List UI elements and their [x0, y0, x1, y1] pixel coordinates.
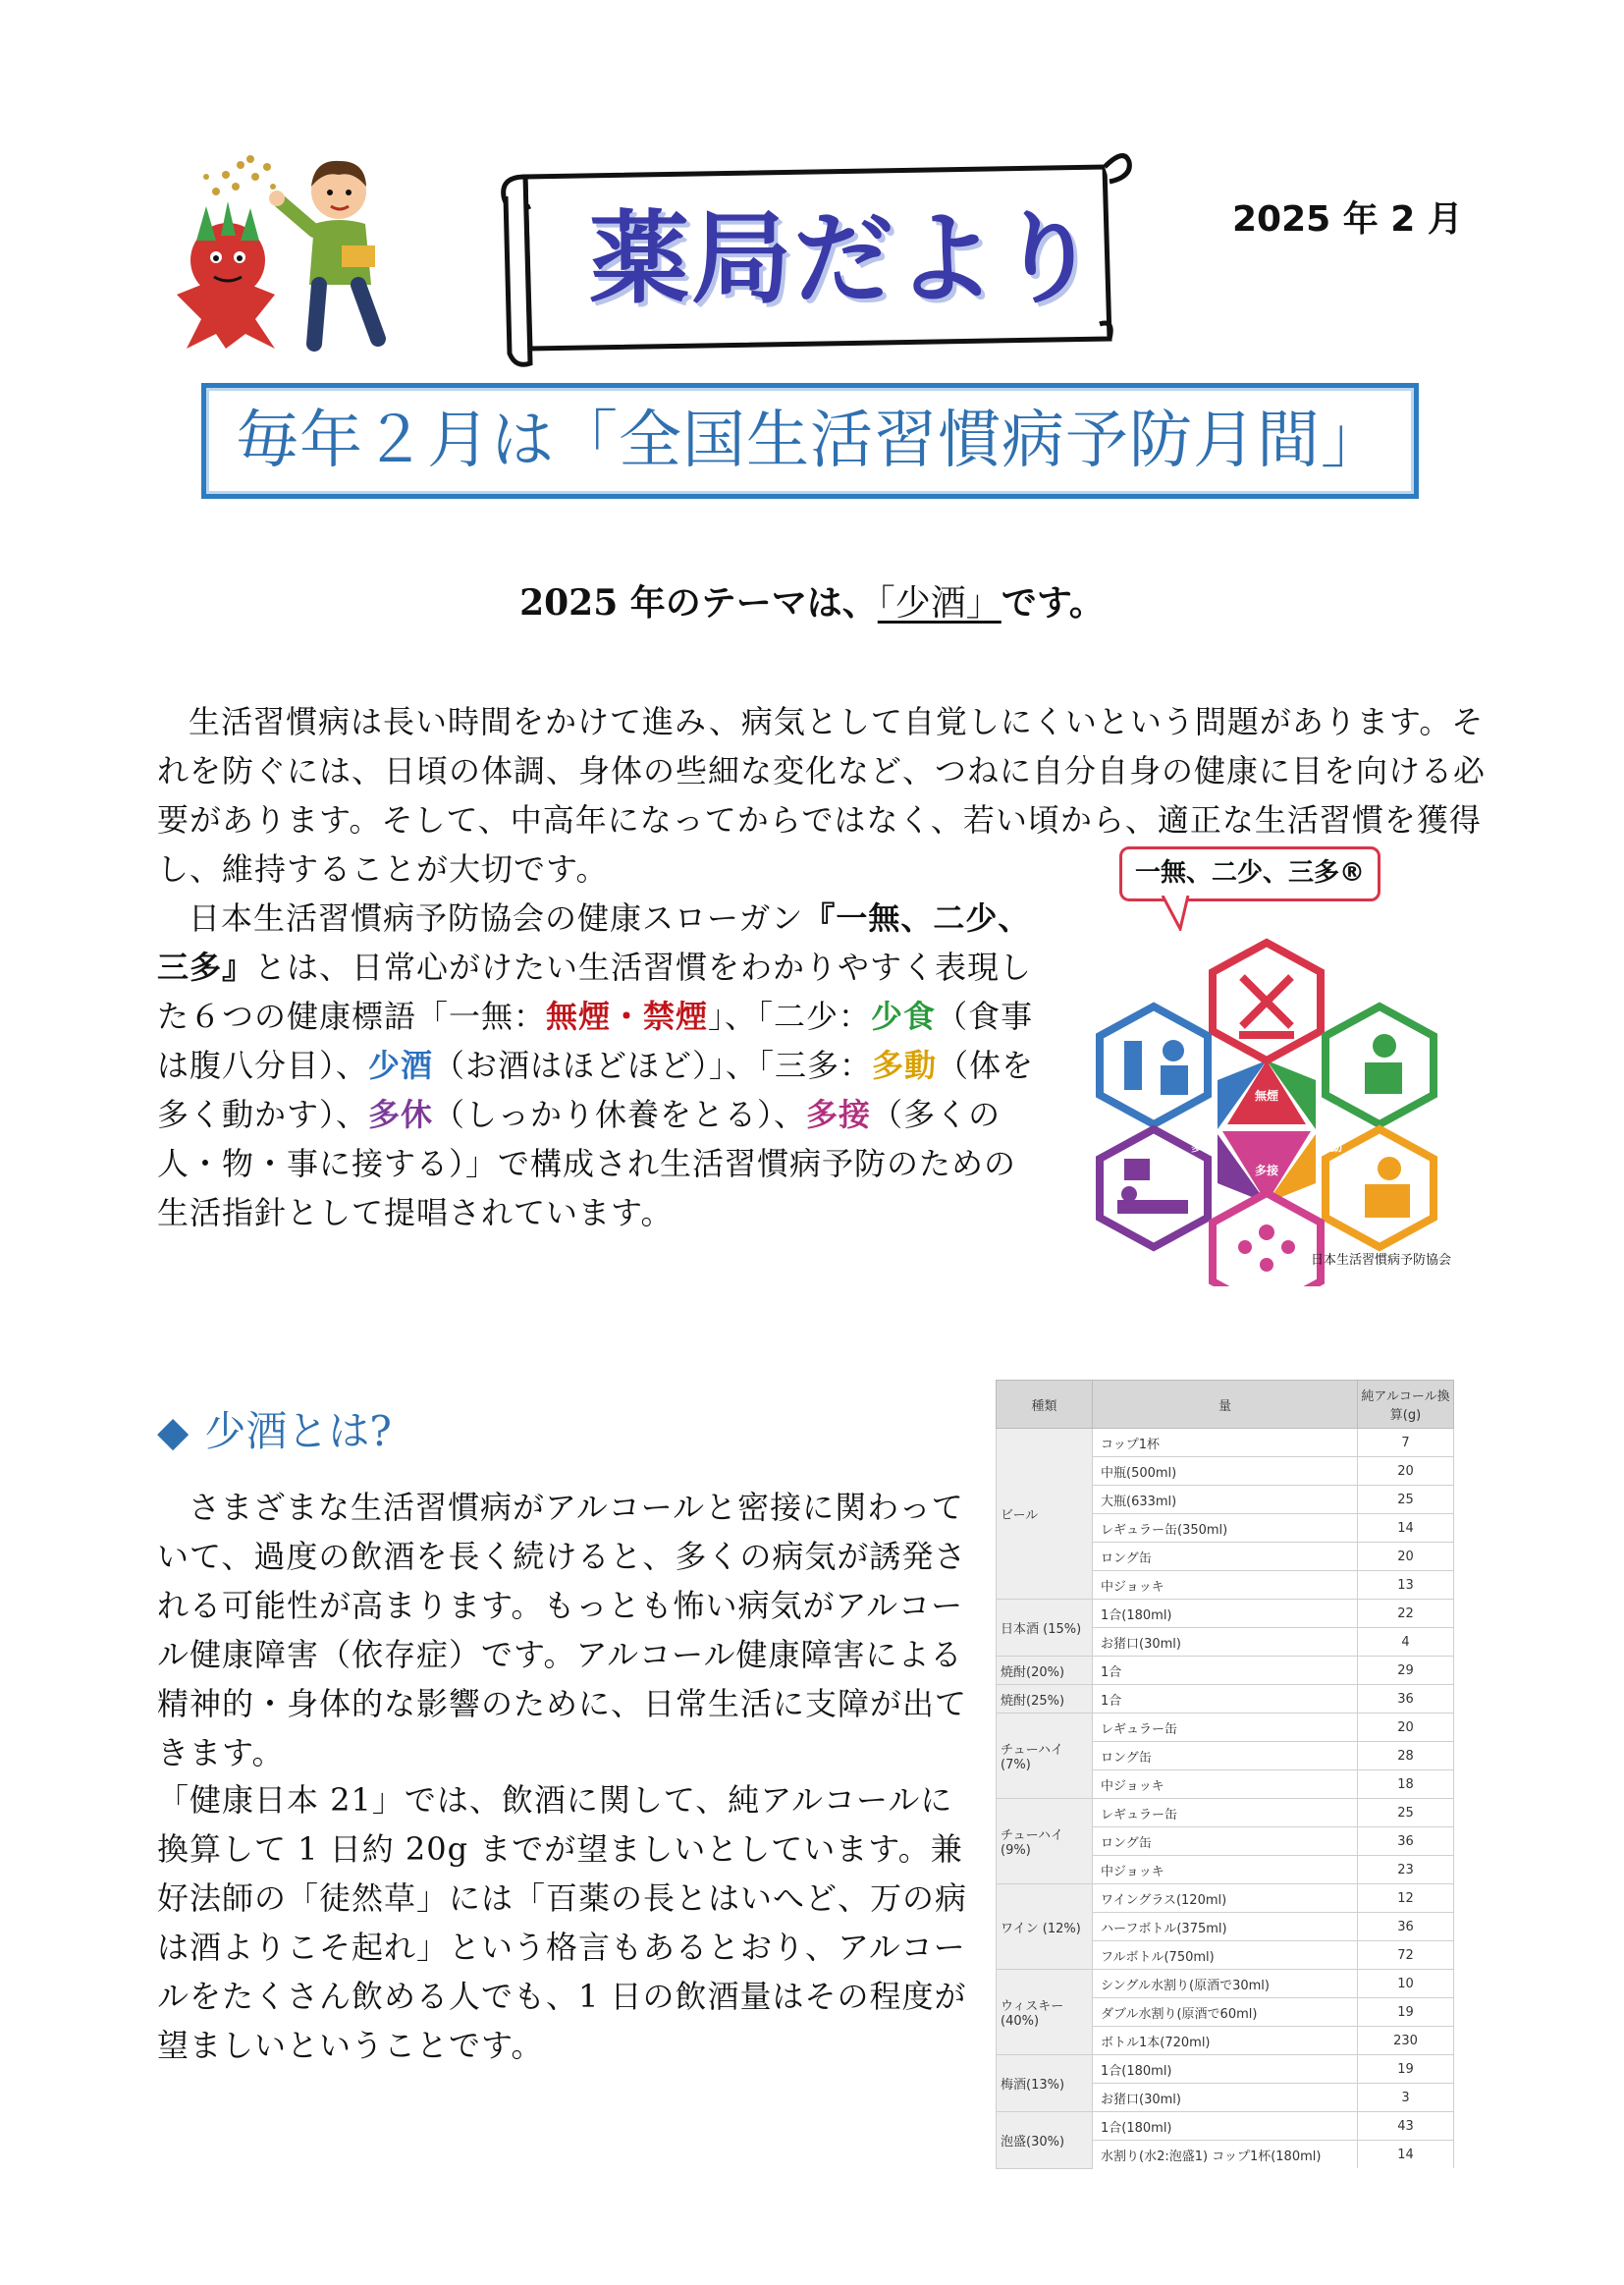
section-paragraph-1: さまざまな生活習慣病がアルコールと密接に関わっていて、過度の飲酒を長く続けると、多くの病気が誘発される可能性が高まります。もっとも怖い病気がアルコール健康障害（依存症）です。アルコール健康障害による精神的・身体的な影響のために、日常生活に支障が出てきます。 [157, 1489, 968, 1771]
campaign-text: 毎年２月は「全国生活習慣病予防月間」 [236, 405, 1384, 477]
slogan-text: 『一無、二少、三多』 [157, 899, 1031, 986]
drink-type-cell: ワイン (12%) [997, 1884, 1093, 1970]
p2-text-b: とは、日常心がけたい生活習慣をわかりやすく表現した６つの健康標語「一無： [157, 949, 1033, 1035]
alcohol-grams-cell: 13 [1358, 1571, 1454, 1600]
drink-type-cell: 焼酎(25%) [997, 1685, 1093, 1714]
p2-text-f: （体を多く動かす）、 [157, 1047, 1035, 1133]
newsletter-title: 薬局だより [589, 201, 1100, 318]
alcohol-grams-cell: 36 [1358, 1827, 1454, 1856]
alcohol-grams-cell: 3 [1358, 2084, 1454, 2112]
alcohol-grams-cell: 4 [1358, 1628, 1454, 1657]
amount-cell: レギュラー缶(350ml) [1093, 1514, 1358, 1543]
section-heading [157, 1399, 392, 1458]
alcohol-grams-cell: 43 [1358, 2112, 1454, 2141]
p2-text-d: （食事は腹八分目）、 [157, 998, 1034, 1084]
intro-paragraph-2 [157, 894, 1036, 1237]
amount-cell: ロング缶 [1093, 1742, 1358, 1770]
drink-type-cell: 焼酎(20%) [997, 1657, 1093, 1685]
word-tasetsu: 多接 [806, 1096, 872, 1133]
amount-cell: ワイングラス(120ml) [1093, 1884, 1358, 1913]
label-tado: 多動 [1318, 1140, 1343, 1154]
label-muen: 無煙 [1254, 1089, 1279, 1103]
theme-suffix: です。 [1001, 582, 1105, 624]
amount-cell: 1合(180ml) [1093, 2055, 1358, 2084]
drink-type-cell: 梅酒(13%) [997, 2055, 1093, 2112]
campaign-banner [201, 383, 1419, 499]
table-header-row [997, 1381, 1454, 1429]
label-shoshu: 少酒 [1190, 1105, 1216, 1118]
word-shoshoku: 少食 [871, 998, 937, 1035]
theme-highlight: 「少酒」 [877, 583, 1001, 624]
table-row [997, 1884, 1454, 1913]
amount-cell: フルボトル(750ml) [1093, 1941, 1358, 1970]
table-row [997, 1657, 1454, 1685]
amount-cell: ロング缶 [1093, 1543, 1358, 1571]
table-row [997, 1685, 1454, 1714]
oni-icon [177, 201, 275, 349]
amount-cell: 中ジョッキ [1093, 1571, 1358, 1600]
label-takyu: 多休 [1190, 1140, 1216, 1154]
amount-cell: 1合(180ml) [1093, 2112, 1358, 2141]
p2-text-g: （しっかり休養をとる）、 [433, 1096, 807, 1133]
alcohol-grams-cell: 10 [1358, 1970, 1454, 1998]
alcohol-grams-cell: 18 [1358, 1770, 1454, 1799]
drink-type-cell: ビール [997, 1429, 1093, 1600]
alcohol-grams-cell: 12 [1358, 1884, 1454, 1913]
table-row [997, 1799, 1454, 1827]
section-heading-text: 少酒とは? [204, 1407, 392, 1455]
slogan-bubble: 一無、二少、三多® [1119, 846, 1380, 901]
word-tado: 多動 [872, 1047, 938, 1084]
amount-cell: レギュラー缶 [1093, 1799, 1358, 1827]
alcohol-grams-cell: 29 [1358, 1657, 1454, 1685]
amount-cell: ロング缶 [1093, 1827, 1358, 1856]
alcohol-grams-cell: 23 [1358, 1856, 1454, 1884]
alcohol-grams-cell: 25 [1358, 1799, 1454, 1827]
alcohol-grams-cell: 14 [1358, 1514, 1454, 1543]
amount-cell: お猪口(30ml) [1093, 1628, 1358, 1657]
alcohol-grams-cell: 22 [1358, 1600, 1454, 1628]
section-paragraph-2: 「健康日本 21」では、飲酒に関して、純アルコールに換算して 1 日約 20g までが望ましいとしています。兼好法師の「徒然草」には「百薬の長とはいへど、万の病は酒よりこそ起れ」という格言もあるとおり、アルコールをたくさん飲める人でも、1 日の飲酒量はその程度が望ましいということです。 [157, 1781, 968, 2064]
theme-line [0, 575, 1624, 626]
amount-cell: 1合 [1093, 1657, 1358, 1685]
beans-icon [203, 155, 276, 195]
drink-type-cell: チューハイ (9%) [997, 1799, 1093, 1884]
organization-credit: 日本生活習慣病予防協会 [1311, 1253, 1452, 1268]
alcohol-grams-cell: 72 [1358, 1941, 1454, 1970]
hex-muen-icon [1213, 943, 1321, 1061]
alcohol-grams-cell: 20 [1358, 1543, 1454, 1571]
header-grams: 純アルコール換算(g) [1358, 1381, 1454, 1429]
amount-cell: レギュラー缶 [1093, 1714, 1358, 1742]
amount-cell: 大瓶(633ml) [1093, 1486, 1358, 1514]
intro-paragraph-1: 生活習慣病は長い時間をかけて進み、病気として自覚しにくいという問題があります。それを防ぐには、日頃の体調、身体の些細な変化など、つねに自分自身の健康に目を向ける必要があります。そして、中高年になってからではなく、若い頃から、適正な生活習慣を獲得し、維持することが大切です。 [157, 703, 1487, 888]
word-shoshu: 少酒 [368, 1047, 434, 1084]
alcohol-grams-cell: 36 [1358, 1913, 1454, 1941]
p2-text-a: 日本生活習慣病予防協会の健康スローガン [189, 899, 804, 937]
slogan-hexagon-figure [1070, 923, 1463, 1286]
table-row [997, 1970, 1454, 1998]
alcohol-grams-cell: 20 [1358, 1457, 1454, 1486]
amount-cell: ボトル1本(720ml) [1093, 2027, 1358, 2055]
amount-cell: 水割り(水2:泡盛1) コップ1杯(180ml) [1093, 2141, 1358, 2169]
label-tasetsu: 多接 [1254, 1164, 1279, 1177]
issue-date: 2025 年 2 月 [1232, 199, 1463, 240]
amount-cell: お猪口(30ml) [1093, 2084, 1358, 2112]
drink-type-cell: チューハイ (7%) [997, 1714, 1093, 1799]
table-row [997, 2112, 1454, 2141]
table-row [997, 1429, 1454, 1457]
amount-cell: 中ジョッキ [1093, 1856, 1358, 1884]
word-muen: 無煙・禁煙 [546, 998, 709, 1035]
alcohol-grams-cell: 7 [1358, 1429, 1454, 1457]
p2-text-h: （多くの人・物・事に接する）」で構成され生活習慣病予防のための生活指針として提唱されています。 [157, 1096, 1017, 1231]
amount-cell: シングル水割り(原酒で30ml) [1093, 1970, 1358, 1998]
alcohol-grams-cell: 19 [1358, 2055, 1454, 2084]
setsubun-illustration [157, 147, 432, 354]
header-amount: 量 [1093, 1381, 1358, 1429]
label-shoshoku: 少食 [1318, 1105, 1343, 1118]
alcohol-grams-cell: 230 [1358, 2027, 1454, 2055]
amount-cell: 1合(180ml) [1093, 1600, 1358, 1628]
alcohol-grams-cell: 36 [1358, 1685, 1454, 1714]
amount-cell: ダブル水割り(原酒で60ml) [1093, 1998, 1358, 2027]
word-takyu: 多休 [368, 1096, 434, 1133]
amount-cell: ハーフボトル(375ml) [1093, 1913, 1358, 1941]
table-row [997, 2055, 1454, 2084]
alcohol-conversion-table [996, 1380, 1454, 2169]
alcohol-grams-cell: 19 [1358, 1998, 1454, 2027]
child-icon [269, 161, 378, 344]
drink-type-cell: 泡盛(30%) [997, 2112, 1093, 2169]
alcohol-grams-cell: 14 [1358, 2141, 1454, 2169]
alcohol-grams-cell: 20 [1358, 1714, 1454, 1742]
amount-cell: コップ1杯 [1093, 1429, 1358, 1457]
alcohol-grams-cell: 28 [1358, 1742, 1454, 1770]
hex-tasetsu-icon [1213, 1193, 1321, 1286]
drink-type-cell: ウィスキー (40%) [997, 1970, 1093, 2055]
drink-type-cell: 日本酒 (15%) [997, 1600, 1093, 1657]
amount-cell: 中瓶(500ml) [1093, 1457, 1358, 1486]
header-type: 種類 [997, 1381, 1093, 1429]
theme-prefix: 2025 年のテーマは、 [519, 582, 878, 624]
p2-text-e: （お酒はほどほど）」、「三多： [433, 1047, 873, 1084]
table-row [997, 1714, 1454, 1742]
table-row [997, 1600, 1454, 1628]
alcohol-grams-cell: 25 [1358, 1486, 1454, 1514]
table-body [997, 1429, 1454, 2169]
p2-text-c: 」、「二少： [708, 998, 872, 1035]
amount-cell: 中ジョッキ [1093, 1770, 1358, 1799]
diamond-icon: ◆ [157, 1407, 189, 1455]
amount-cell: 1合 [1093, 1685, 1358, 1714]
